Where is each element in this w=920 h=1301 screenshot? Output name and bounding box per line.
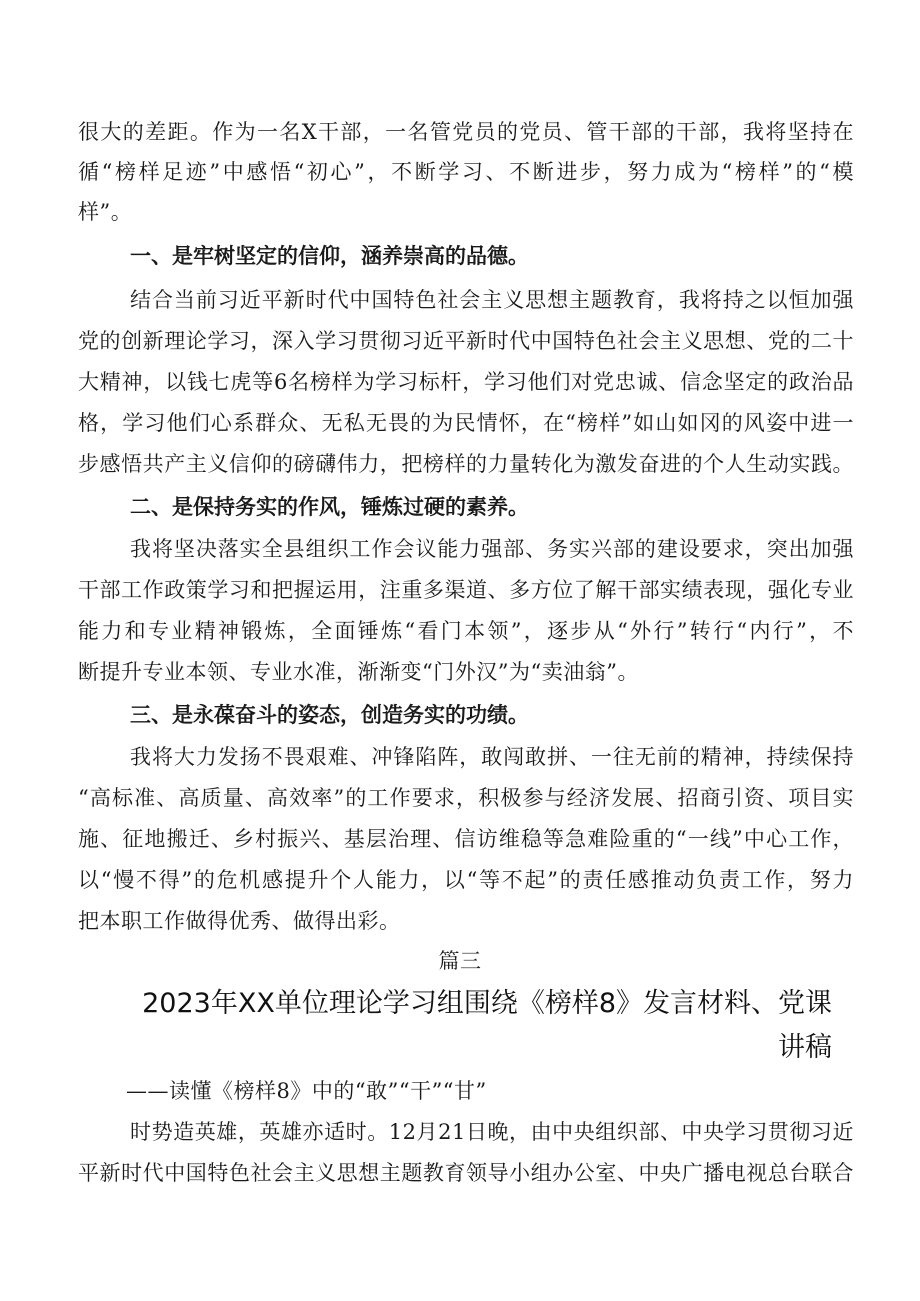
section-2-heading: 二、是保持务实的作风，锤炼过硬的素养。 (130, 495, 529, 519)
section-2-line-2: 干部工作政策学习和把握运用，注重多渠道、多方位了解干部实绩表现，强化专业 (78, 578, 854, 602)
part-label: 篇三 (438, 949, 482, 973)
section-2-line-4: 断提升专业本领、专业水准，渐渐变“门外汉”为“卖油翁”。 (78, 660, 639, 684)
document-title-line-1: 2023年XX单位理论学习组围绕《榜样8》发言材料、党课 (142, 988, 832, 1019)
section-1-line-2: 党的创新理论学习，深入学习贯彻习近平新时代中国特色社会主义思想、党的二十 (78, 329, 854, 353)
section-1-line-4: 格，学习他们心系群众、无私无畏的为民情怀，在“榜样”如山如冈的风姿中进一 (78, 411, 854, 435)
intro-line-3: 样”。 (78, 200, 133, 224)
part-3-line-1: 时势造英雄，英雄亦适时。12月21日晚，由中央组织部、中央学习贯彻习近 (130, 1120, 854, 1144)
section-3-line-5: 把本职工作做得优秀、做得出彩。 (78, 909, 401, 933)
section-2-line-1: 我将坚决落实全县组织工作会议能力强部、务实兴部的建设要求，突出加强 (130, 537, 854, 561)
section-3-line-3: 施、征地搬迁、乡村振兴、基层治理、信访维稳等急难险重的“一线”中心工作， (78, 827, 854, 851)
section-1-line-3: 大精神，以钱七虎等6名榜样为学习标杆，学习他们对党忠诚、信念坚定的政治品 (78, 370, 854, 394)
section-3-line-1: 我将大力发扬不畏艰难、冲锋陷阵，敢闯敢拼、一往无前的精神，持续保持 (130, 745, 854, 769)
part-3-line-2: 平新时代中国特色社会主义思想主题教育领导小组办公室、中央广播电视总台联合 (78, 1161, 854, 1185)
section-2-line-3: 能力和专业精神锻炼，全面锤炼“看门本领”，逐步从“外行”转行“内行”，不 (78, 619, 854, 643)
intro-line-2: 循“榜样足迹”中感悟“初心”，不断学习、不断进步，努力成为“榜样”的“模 (78, 160, 854, 184)
section-1-heading: 一、是牢树坚定的信仰，涵养崇高的品德。 (130, 244, 529, 268)
section-3-heading: 三、是永葆奋斗的姿态，创造务实的功绩。 (130, 703, 529, 727)
section-1-line-5: 步感悟共产主义信仰的磅礴伟力，把榜样的力量转化为激发奋进的个人生动实践。 (78, 452, 854, 476)
document-subtitle: ——读懂《榜样8》中的“敢”“干”“甘” (126, 1079, 487, 1103)
document-title-line-2: 讲稿 (778, 1032, 832, 1063)
section-3-line-2: “高标准、高质量、高效率”的工作要求，积极参与经济发展、招商引资、项目实 (78, 786, 854, 810)
section-3-line-4: 以“慢不得”的危机感提升个人能力，以“等不起”的责任感推动负责工作，努力 (78, 868, 854, 892)
intro-line-1: 很大的差距。作为一名X干部，一名管党员的党员、管干部的干部，我将坚持在 (78, 120, 854, 144)
section-1-line-1: 结合当前习近平新时代中国特色社会主义思想主题教育，我将持之以恒加强 (130, 288, 854, 312)
